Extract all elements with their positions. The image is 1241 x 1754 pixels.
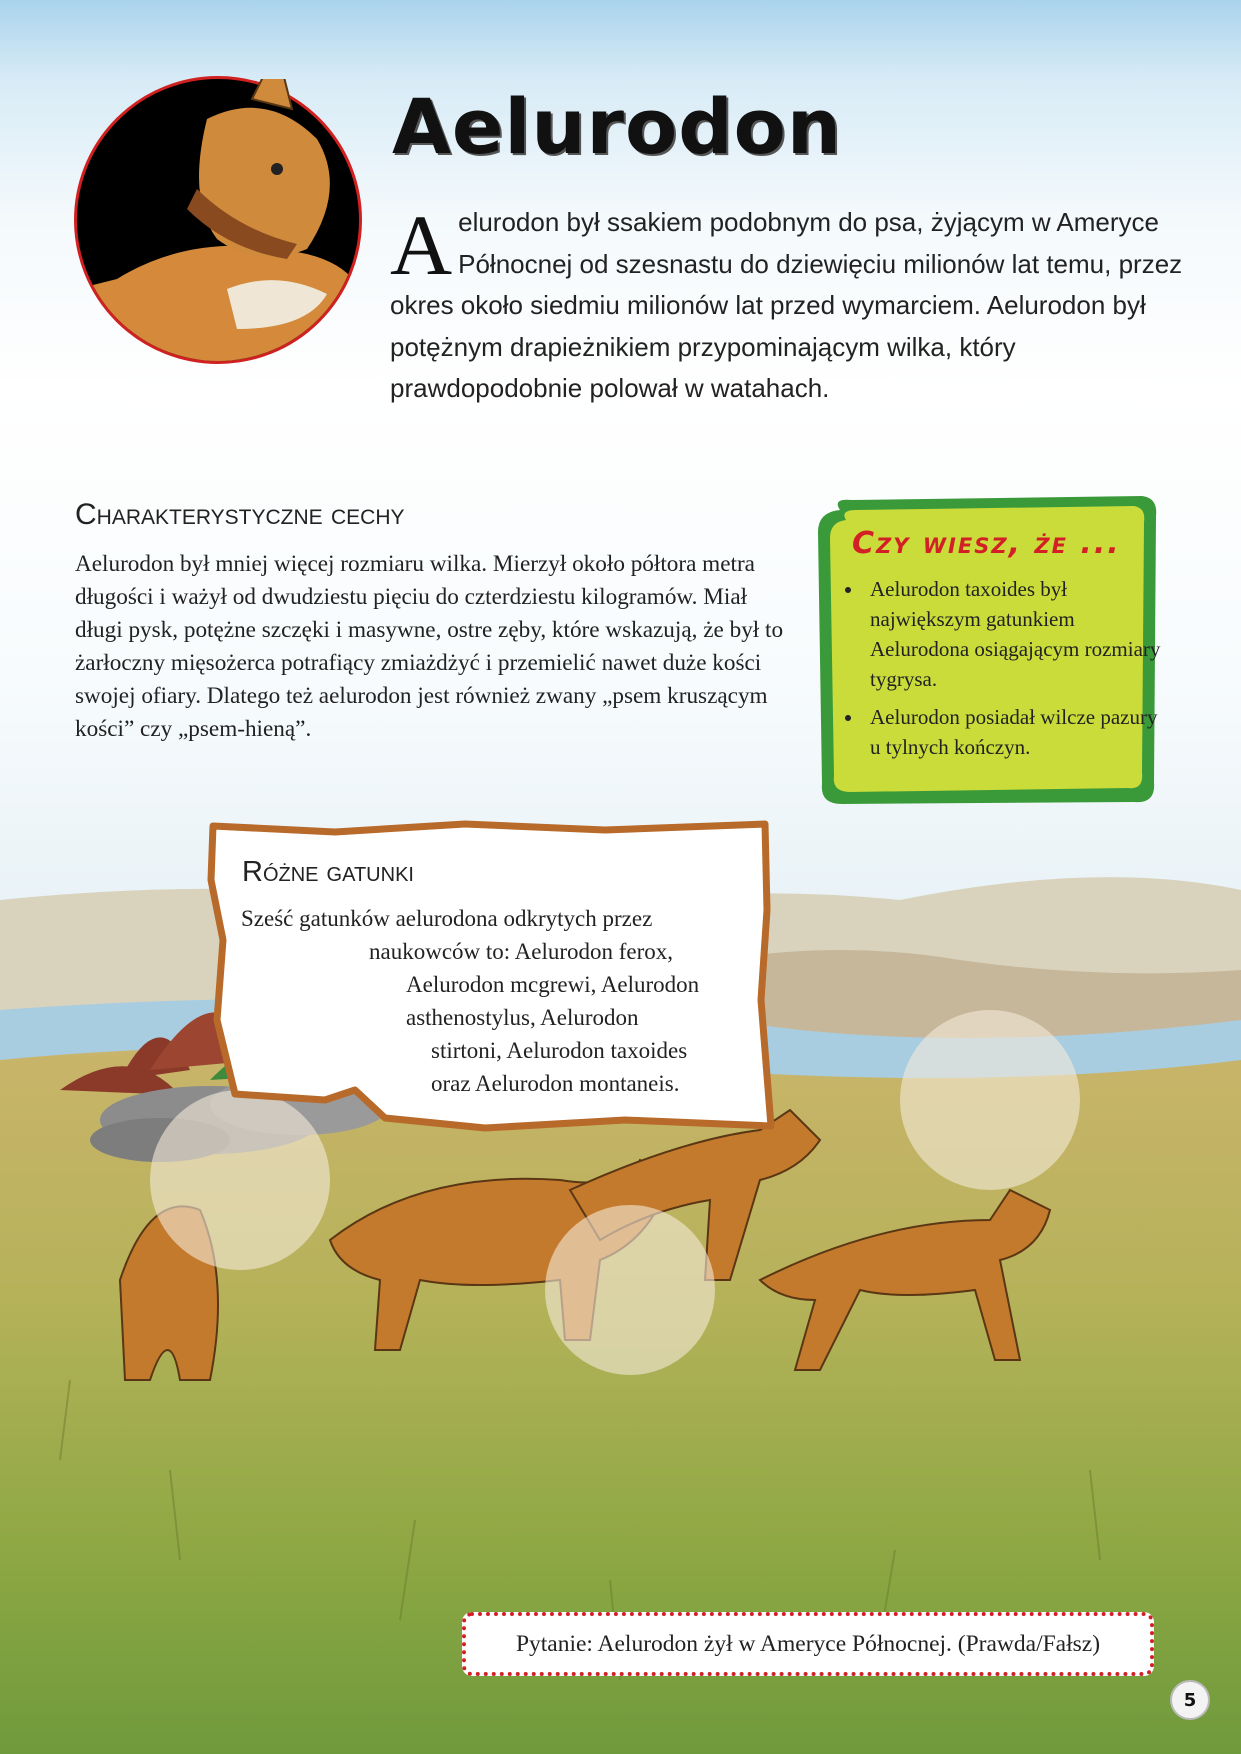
aelurodon-head-illustration bbox=[77, 79, 359, 361]
species-line: naukowców to: Aelurodon ferox, bbox=[369, 939, 674, 964]
species-box bbox=[205, 820, 775, 1132]
did-you-know-heading: Czy wiesz, że ... bbox=[852, 526, 1121, 561]
did-you-know-list bbox=[842, 574, 1164, 770]
species-line: asthenostylus, Aelurodon bbox=[406, 1005, 639, 1030]
page-number: 5 bbox=[1170, 1680, 1210, 1720]
did-you-know-box bbox=[812, 492, 1160, 810]
species-line: Aelurodon mcgrewi, Aelurodon bbox=[406, 972, 700, 997]
intro-paragraph bbox=[390, 197, 1190, 410]
aelurodon-portrait bbox=[74, 76, 362, 364]
question-box: Pytanie: Aelurodon żył w Ameryce Północnej. (Prawda/Fałsz) bbox=[462, 1612, 1154, 1676]
intro-text: elurodon był ssakiem podobnym do psa, żyjącym w Ameryce Północnej od szesnastu do dziewięciu milionów lat temu, przez okres około siedmiu milionów lat przed wymarciem. Aelurodon był potężnym drapieżnikiem przypominającym wilka, który prawdopodobnie polował w watahach. bbox=[390, 207, 1183, 403]
did-you-know-item: • Aelurodon taxoides był największym gatunkiem Aelurodona osiągającym rozmiary tygrysa. bbox=[864, 574, 1164, 694]
species-heading: Różne gatunki bbox=[242, 856, 414, 888]
features-text: Aelurodon był mniej więcej rozmiaru wilka. Mierzył około półtora metra długości i ważył od dwudziestu pięciu do czterdziestu kilogramów. Miał długi pysk, potężne szczęki i masywne, ostre zęby, które wskazują, że był to żarłoczny mięsożerca potrafiący zmiażdżyć i przemielić nawet duże kości swojej ofiary. Dlatego też aelurodon jest również zwany „psem kruszącym kości” czy „psem-hieną”. bbox=[75, 551, 784, 742]
species-line: oraz Aelurodon montaneis. bbox=[431, 1071, 680, 1096]
species-line: stirtoni, Aelurodon taxoides bbox=[431, 1038, 688, 1063]
intro-dropcap: A bbox=[390, 197, 453, 293]
features-heading: Charakterystyczne cechy bbox=[75, 498, 405, 531]
species-text bbox=[241, 902, 761, 1100]
did-you-know-item: • Aelurodon posiadał wilcze pazury u tylnych kończyn. bbox=[864, 702, 1164, 762]
species-line: Sześć gatunków aelurodona odkrytych przez bbox=[241, 906, 653, 931]
page-title: Aelurodon bbox=[392, 82, 842, 171]
